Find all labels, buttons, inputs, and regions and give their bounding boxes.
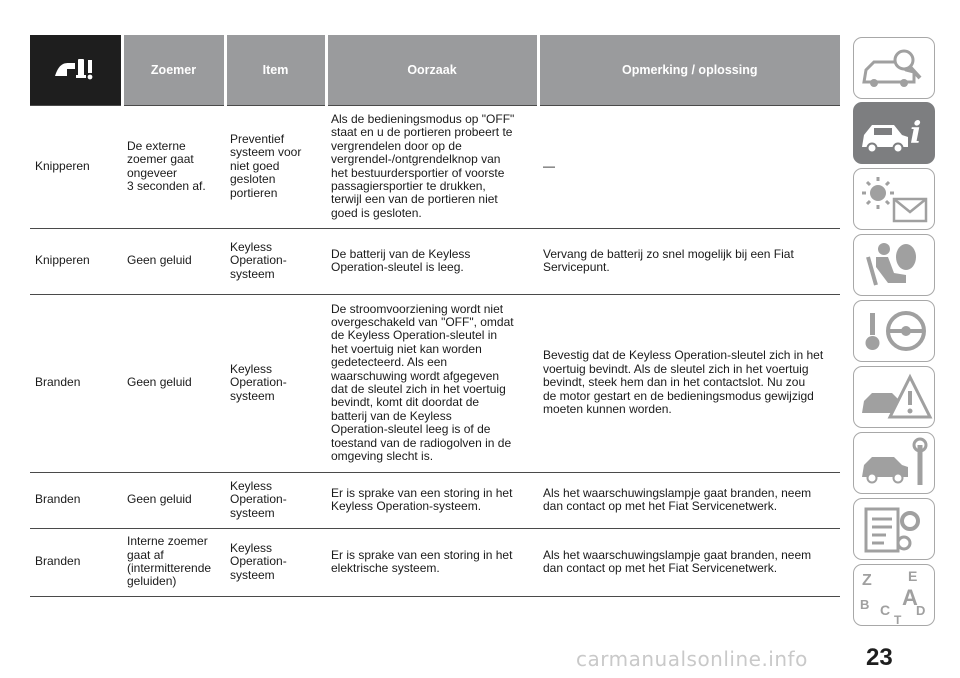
index-letter: D <box>916 603 926 618</box>
svg-text:i: i <box>910 116 922 151</box>
index-letter: B <box>860 597 870 612</box>
cause-cell: De stroomvoorziening wordt niet overgeschakeld van "OFF", omdat de Keyless Operation-sleutel in het voertuig niet kan worden gedetecteerd. Als een waarschuwing wordt afgegeven dat de sleutel zich in het voertuig bevindt, komt dit doordat de batterij van de Keyless Operation-sleutel leeg is of de toestand van de radiogolven in de omgeving slecht is. <box>326 295 538 473</box>
column-header-remedy: Opmerking / oplossing <box>538 35 840 106</box>
light-state-cell: Branden <box>30 473 122 529</box>
item-cell: Keyless Operation- systeem <box>225 473 326 529</box>
car-wrench-icon[interactable] <box>853 432 935 494</box>
buzzer-cell: Geen geluid <box>122 229 225 295</box>
table-row <box>30 106 840 229</box>
car-search-icon[interactable] <box>853 37 935 99</box>
index-letter: E <box>908 568 918 584</box>
remedy-cell: Als het waarschuwingslampje gaat branden, neem dan contact op met het Fiat Servicenetwerk. <box>538 529 840 597</box>
column-header-cause: Oorzaak <box>326 35 538 106</box>
light-state-cell: Branden <box>30 529 122 597</box>
watermark: carmanualsonline.info <box>576 647 808 671</box>
remedy-cell: Vervang de batterij zo snel mogelijk bij een Fiat Servicepunt. <box>538 229 840 295</box>
alphabetical-index-icon[interactable] <box>853 564 935 626</box>
remedy-cell: Als het waarschuwingslampje gaat branden, neem dan contact op met het Fiat Servicenetwerk. <box>538 473 840 529</box>
table-row <box>30 529 840 597</box>
item-cell: Preventief systeem voor niet goed gesloten portieren <box>225 106 326 229</box>
light-state-cell: Knipperen <box>30 229 122 295</box>
index-letter: C <box>880 602 891 618</box>
buzzer-cell: Geen geluid <box>122 473 225 529</box>
car-warning-triangle-icon[interactable] <box>853 366 935 428</box>
airbag-seat-icon[interactable] <box>853 234 935 296</box>
remedy-cell: — <box>538 106 840 229</box>
buzzer-cell: De externe zoemer gaat ongeveer 3 seconden af. <box>122 106 225 229</box>
remedy-cell: Bevestig dat de Keyless Operation-sleutel zich in het voertuig bevindt. Als de sleutel zich in het voertuig bevindt, steek hem dan in het contactslot. Nu zou de motor gestart en de bedieningsmodus gewijzigd moeten kunnen worden. <box>538 295 840 473</box>
table-header-row <box>30 35 840 106</box>
page-number: 23 <box>866 644 893 671</box>
cause-cell: Er is sprake van een storing in het Keyless Operation-systeem. <box>326 473 538 529</box>
item-cell: Keyless Operation- systeem <box>225 229 326 295</box>
index-letter: A <box>902 585 918 610</box>
warning-light-message-icon[interactable] <box>853 168 935 230</box>
column-header-buzzer: Zoemer <box>122 35 225 106</box>
cause-cell: Als de bedieningsmodus op "OFF" staat en u de portieren probeert te vergrendelen door op de vergrendel-/ontgrendelknop van het bestuurdersportier of voorste passagiersportier te drukken, terwijl een van de portieren niet goed is gesloten. <box>326 106 538 229</box>
table-row <box>30 229 840 295</box>
item-cell: Keyless Operation- systeem <box>225 529 326 597</box>
buzzer-cell: Interne zoemer gaat af (intermitterende geluiden) <box>122 529 225 597</box>
item-cell: Keyless Operation- systeem <box>225 295 326 473</box>
table-row <box>30 473 840 529</box>
index-letter: T <box>894 613 902 627</box>
specifications-list-gear-icon[interactable] <box>853 498 935 560</box>
buzzer-cell: Geen geluid <box>122 295 225 473</box>
cause-cell: Er is sprake van een storing in het elektrische systeem. <box>326 529 538 597</box>
cause-cell: De batterij van de Keyless Operation-sleutel is leeg. <box>326 229 538 295</box>
table-row <box>30 295 840 473</box>
light-state-cell: Branden <box>30 295 122 473</box>
column-header-item: Item <box>225 35 326 106</box>
keyless-key-warning-icon <box>30 35 122 106</box>
car-info-icon[interactable] <box>853 102 935 164</box>
warning-light-table <box>30 35 840 597</box>
index-letter: Z <box>862 572 872 589</box>
light-state-cell: Knipperen <box>30 106 122 229</box>
key-steering-wheel-icon[interactable] <box>853 300 935 362</box>
